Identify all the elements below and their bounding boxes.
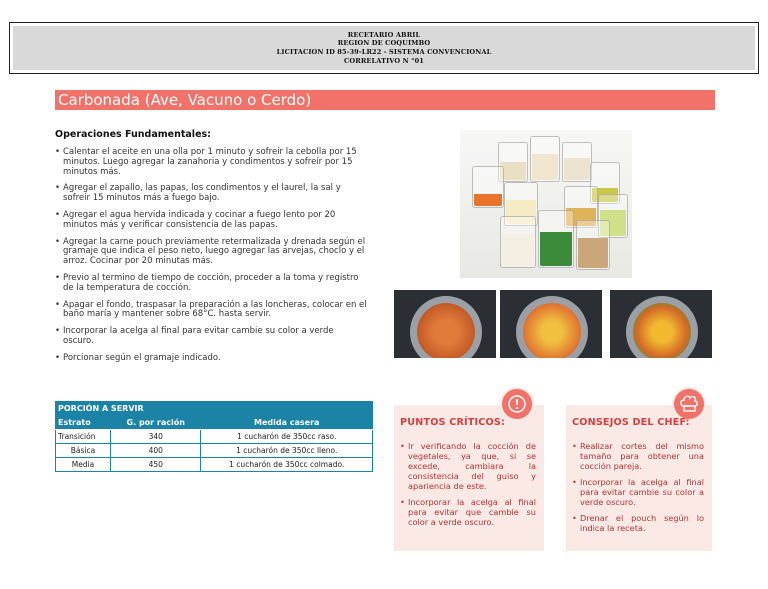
table-row (56, 444, 373, 458)
critical-points-card (394, 405, 544, 551)
critical-points-list (400, 441, 536, 533)
portion-header-estrato: Estrato (56, 416, 111, 430)
table-row (56, 458, 373, 472)
portion-cell: 1 cucharón de 350cc raso. (201, 430, 373, 444)
portion-cell: 1 cucharón de 350cc lleno. (201, 444, 373, 458)
operation-step: • Porcionar según el gramaje indicado. (55, 354, 367, 364)
ingredients-photo (460, 130, 632, 278)
header-line-2: REGION DE COQUIMBO (337, 39, 431, 48)
list-item: • Incorporar la acelga al final para evitar que cambie su color a verde oscuro. (400, 497, 536, 527)
pot-food (417, 303, 475, 358)
portion-cell: 400 (111, 444, 201, 458)
operation-step: • Previo al termino de tiempo de cocción, proceder a la toma y registro de la temperatura de cocción. (55, 274, 367, 294)
list-item: • Incorporar la acelga al final para evitar cambie su color a verde oscuro. (572, 477, 704, 507)
table-row (56, 430, 373, 444)
header-line-4: CORRELATIVO N °01 (344, 56, 424, 65)
document-header-inner (13, 26, 755, 70)
ingredient-jar (530, 136, 560, 182)
operations-title: Operaciones Fundamentales: (55, 129, 211, 140)
header-line-3: LICITACION ID 85-39-LR22 - SISTEMA CONVENCIONAL (276, 48, 492, 56)
portion-header-grams: G. por ración (111, 416, 201, 430)
cooking-photo-3 (610, 290, 712, 358)
cooking-photo-1 (394, 290, 496, 358)
ingredient-jar (500, 216, 536, 268)
operation-step: • Agregar el agua hervida indicada y cocinar a fuego lento por 20 minutos más y verificar consistencia de las papas. (55, 211, 367, 231)
portion-cell: 340 (111, 430, 201, 444)
portion-cell: 1 cucharón de 350cc colmado. (201, 458, 373, 472)
header-line-1: RECETARIO ABRIL (347, 30, 421, 39)
ingredient-jar (576, 220, 610, 270)
alert-badge-icon (502, 389, 532, 419)
document-header (9, 22, 759, 74)
pot-food (633, 303, 691, 358)
operation-step: • Agregar el zapallo, las papas, los condimentos y el laurel, la sal y sofreír 15 minutos más a fuego bajo. (55, 184, 367, 204)
list-item: • Drenar el pouch según lo indica la receta. (572, 513, 704, 533)
portion-cell: Media (56, 458, 111, 472)
pot-food (523, 303, 581, 358)
portion-header-measure: Medida casera (201, 416, 373, 430)
list-item: • Realizar cortes del mismo tamaño para obtener una cocción pareja. (572, 441, 704, 471)
operation-step: • Calentar el aceite en una olla por 1 minuto y sofreír la cebolla por 15 minutos. Luego agregar la zanahoria y condimentos y sofreír por 15 minutos más. (55, 148, 367, 177)
ingredient-jar (562, 142, 592, 182)
ingredient-jar (472, 166, 504, 208)
operation-step: • Incorporar la acelga al final para evitar cambie su color a verde oscuro. (55, 327, 367, 347)
chef-tips-title: CONSEJOS DEL CHEF: (572, 417, 690, 428)
recipe-title: Carbonada (Ave, Vacuno o Cerdo) (58, 91, 312, 109)
operations-list (55, 148, 367, 371)
list-item: • Ir verificando la cocción de vegetales, ya que, si se excede, cambiara la consistencia del guiso y apariencia de este. (400, 441, 536, 491)
alert-badge-icon (500, 387, 534, 421)
chef-tips-list (572, 441, 704, 539)
portion-cell: 450 (111, 458, 201, 472)
recipe-title-bar (55, 90, 715, 110)
chef-hat-icon (674, 389, 704, 419)
portion-table (55, 401, 373, 472)
operation-step: • Apagar el fondo, traspasar la preparación a las loncheras, colocar en el baño maría y mantener sobre 68°C. hasta servir. (55, 301, 367, 321)
chef-tips-card (566, 405, 712, 551)
cooking-photo-2 (500, 290, 602, 358)
operation-step: • Agregar la carne pouch previamente retermalizada y drenada según el gramaje que indica el peso neto, luego agregar las arvejas, choclo y el arroz. Cocinar por 20 minutas más. (55, 238, 367, 267)
critical-points-title: PUNTOS CRÍTICOS: (400, 417, 506, 428)
portion-cell: Básica (56, 444, 111, 458)
portion-table-caption: PORCIÓN A SERVIR (56, 402, 373, 416)
portion-cell: Transición (56, 430, 111, 444)
chef-hat-icon (672, 387, 706, 421)
ingredient-jar (538, 210, 574, 268)
